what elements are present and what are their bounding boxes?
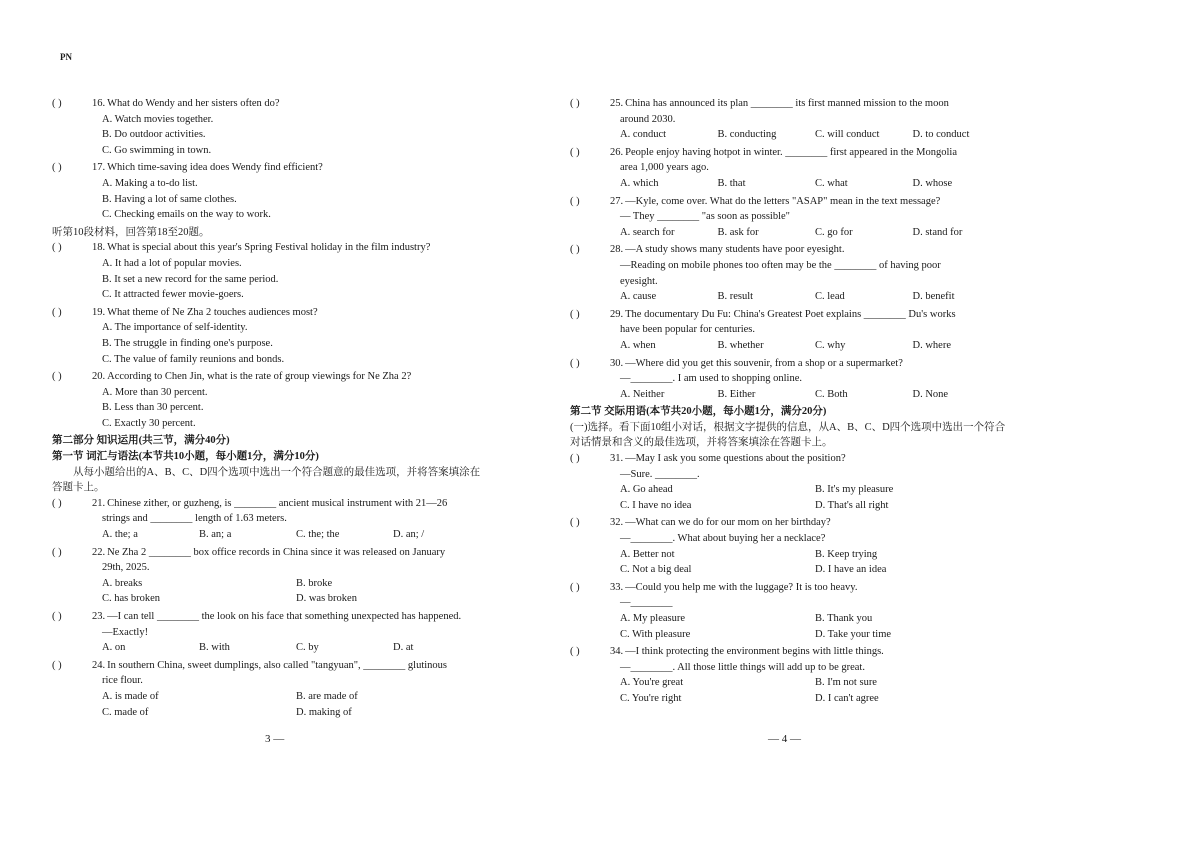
question-continuation: —Exactly!	[102, 626, 149, 638]
options	[52, 385, 490, 432]
answer-bracket[interactable]: ( )	[52, 611, 62, 622]
question-line	[570, 145, 1010, 161]
option-a[interactable]: A. the; a	[102, 529, 138, 541]
question	[52, 305, 490, 367]
question	[52, 160, 490, 222]
option-a[interactable]: A. The importance of self-identity.	[102, 322, 248, 334]
answer-bracket[interactable]: ( )	[52, 242, 62, 254]
option-d[interactable]: D. I can't agree	[815, 692, 879, 704]
option-b[interactable]: B. broke	[296, 577, 333, 589]
page-4-column	[570, 96, 1010, 709]
option-c[interactable]: C. You're right	[620, 692, 682, 704]
question-number: 17.	[92, 162, 106, 174]
question-stem: —Kyle, come over. What do the letters "ASAP" mean in the text message?	[625, 195, 941, 207]
option-b[interactable]: B. I'm not sure	[815, 677, 877, 689]
option-a[interactable]: A. Better not	[620, 548, 675, 560]
listening-questions-a	[52, 96, 490, 223]
answer-bracket[interactable]: ( )	[570, 308, 580, 320]
question-number: 16.	[92, 98, 106, 109]
question-number: 19.	[92, 306, 106, 318]
option-a[interactable]: A. Making a to-do list.	[102, 177, 198, 189]
question-number: 30.	[610, 357, 624, 369]
option-d[interactable]: D. I have an idea	[815, 564, 887, 576]
question	[52, 545, 490, 607]
question-number: 20.	[92, 371, 106, 383]
question-continuation: —Reading on mobile phones too often may be the ________ of having poor	[620, 259, 941, 271]
option-a[interactable]: A. breaks	[102, 577, 143, 589]
question	[570, 145, 1010, 192]
option-c[interactable]: C. what	[815, 177, 848, 189]
question-stem: People enjoy having hotpot in winter. ________ first appeared in the Mongolia	[625, 146, 957, 158]
option-c[interactable]: C. made of	[102, 706, 149, 718]
question-line	[52, 96, 490, 112]
question-stem: Chinese zither, or guzheng, is ________ ancient musical instrument with 21—26	[107, 497, 448, 509]
question	[52, 658, 490, 720]
option-c[interactable]: C. Not a big deal	[620, 564, 692, 576]
question-line	[52, 609, 490, 625]
question	[570, 356, 1010, 403]
option-c[interactable]: C. the; the	[296, 529, 340, 541]
option-b[interactable]: B. an; a	[199, 529, 232, 541]
option-b[interactable]: B. with	[199, 642, 230, 654]
page-3-column	[52, 96, 490, 722]
option-a[interactable]: A. It had a lot of popular movies.	[102, 257, 242, 269]
question-stem: The documentary Du Fu: China's Greatest Poet explains ________ Du's works	[625, 308, 956, 320]
question-line	[570, 307, 1010, 323]
question	[52, 96, 490, 158]
option-a[interactable]: A. My pleasure	[620, 613, 686, 624]
option-b[interactable]: B. Do outdoor activities.	[102, 129, 206, 141]
option-c[interactable]: C. go for	[815, 226, 853, 238]
option-b[interactable]: B. It set a new record for the same period.	[102, 273, 279, 285]
option-a[interactable]: A. Neither	[620, 388, 665, 400]
option-c[interactable]: C. Both	[815, 388, 848, 400]
question-stem: —What can we do for our mom on her birthday?	[625, 517, 831, 529]
option-a[interactable]: A. Go ahead	[620, 484, 673, 496]
question-number: 32.	[610, 517, 624, 529]
question-number: 33.	[610, 581, 624, 593]
option-a[interactable]: A. search for	[620, 226, 675, 238]
question-number: 26.	[610, 146, 624, 158]
dialogue-questions	[570, 451, 1010, 707]
option-b[interactable]: B. Thank you	[815, 613, 873, 624]
answer-bracket[interactable]: ( )	[52, 659, 62, 671]
option-c[interactable]: C. The value of family reunions and bonds.	[102, 353, 285, 365]
option-b[interactable]: B. Keep trying	[815, 548, 878, 560]
options	[570, 289, 1010, 305]
option-d[interactable]: D. benefit	[912, 291, 955, 303]
option-a[interactable]: A. cause	[620, 291, 657, 303]
section1-title: 第一节 词汇与语法(本节共10小题，每小题1分，满分10分)	[52, 451, 319, 463]
option-d[interactable]: D. Take your time	[815, 628, 892, 640]
answer-bracket[interactable]: ( )	[52, 371, 62, 383]
answer-bracket[interactable]: ( )	[570, 453, 580, 465]
option-a[interactable]: A. You're great	[620, 677, 684, 689]
option-c[interactable]: C. Checking emails on the way to work.	[102, 209, 271, 221]
section2-title: 第二节 交际用语(本节共20小题，每小题1分，满分20分)	[570, 406, 827, 418]
options	[570, 387, 1010, 403]
option-a[interactable]: A. which	[620, 177, 659, 189]
option-d[interactable]: D. an; /	[393, 529, 425, 541]
options	[52, 527, 490, 543]
question-number: 23.	[92, 611, 106, 622]
question-line	[52, 240, 490, 256]
option-c[interactable]: C. Go swimming in town.	[102, 144, 212, 156]
question	[570, 515, 1010, 577]
answer-bracket[interactable]: ( )	[570, 146, 580, 158]
answer-bracket[interactable]: ( )	[52, 162, 62, 174]
options	[570, 482, 1010, 513]
answer-bracket[interactable]: ( )	[570, 646, 580, 658]
question-number: 24.	[92, 659, 106, 671]
option-d[interactable]: D. stand for	[912, 226, 963, 238]
section1-instructions: 从每小题给出的A、B、C、D四个选项中选出一个符合题意的最佳选项，并将答案填涂在答题卡上。	[52, 466, 481, 494]
question-stem: What is special about this year's Spring Festival holiday in the film industry?	[107, 242, 431, 254]
option-a[interactable]: A. on	[102, 642, 126, 654]
listening-note: 听第10段材料，回答第18至20题。	[52, 226, 210, 238]
answer-bracket[interactable]: ( )	[570, 357, 580, 369]
options	[52, 256, 490, 303]
question-line	[52, 369, 490, 385]
option-b[interactable]: B. It's my pleasure	[815, 484, 894, 496]
question-stem: What do Wendy and her sisters often do?	[107, 98, 280, 109]
option-d[interactable]: D. making of	[296, 706, 352, 718]
question	[570, 580, 1010, 642]
option-b[interactable]: B. The struggle in finding one's purpose.	[102, 337, 273, 349]
question-stem: Which time-saving idea does Wendy find efficient?	[107, 162, 323, 174]
option-c[interactable]: C. I have no idea	[620, 499, 692, 511]
answer-bracket[interactable]: ( )	[570, 244, 580, 256]
question-number: 25.	[610, 98, 624, 109]
question-stem: In southern China, sweet dumplings, also called "tangyuan", ________ glutinous	[107, 659, 447, 671]
question-stem: China has announced its plan ________ its first manned mission to the moon	[625, 98, 949, 109]
options	[570, 611, 1010, 642]
question	[570, 96, 1010, 143]
option-b[interactable]: B. are made of	[296, 690, 358, 702]
option-b[interactable]: B. whether	[717, 339, 764, 351]
answer-bracket[interactable]: ( )	[52, 546, 62, 558]
options	[570, 127, 1010, 143]
options	[52, 320, 490, 367]
option-c[interactable]: C. Exactly 30 percent.	[102, 417, 196, 429]
options	[52, 176, 490, 223]
option-b[interactable]: B. result	[717, 291, 754, 303]
question-continuation: —________. All those little things will add up to be great.	[620, 661, 865, 673]
vocab-grammar-questions	[52, 496, 490, 720]
question	[52, 369, 490, 431]
option-c[interactable]: C. will conduct	[815, 129, 880, 141]
question-line	[52, 496, 490, 512]
question-line	[52, 305, 490, 321]
option-a[interactable]: A. is made of	[102, 690, 159, 702]
question-number: 34.	[610, 646, 624, 658]
option-b[interactable]: B. ask for	[717, 226, 759, 238]
question-line	[570, 194, 1010, 210]
question-number: 28.	[610, 244, 624, 256]
question	[570, 644, 1010, 706]
question-continuation: area 1,000 years ago.	[620, 162, 709, 174]
question-number: 18.	[92, 242, 106, 254]
option-c[interactable]: C. by	[296, 642, 319, 654]
answer-bracket[interactable]: ( )	[52, 98, 62, 109]
question-stem: According to Chen Jin, what is the rate of group viewings for Ne Zha 2?	[107, 371, 412, 383]
question	[52, 240, 490, 302]
question-continuation: —________. What about buying her a necklace?	[620, 533, 826, 545]
question-line	[570, 242, 1010, 258]
question	[570, 242, 1010, 304]
question-continuation: eyesight.	[620, 275, 658, 287]
option-d[interactable]: D. at	[393, 642, 414, 654]
option-b[interactable]: B. conducting	[717, 129, 777, 141]
question-number: 29.	[610, 308, 624, 320]
question-line	[52, 160, 490, 176]
question-continuation: strings and ________ length of 1.63 meters.	[102, 513, 287, 525]
options	[52, 112, 490, 159]
option-b[interactable]: B. Either	[717, 388, 756, 400]
question-stem: —I can tell ________ the look on his face that something unexpected has happened.	[107, 611, 462, 622]
option-c[interactable]: C. why	[815, 339, 846, 351]
options	[570, 675, 1010, 706]
option-a[interactable]: A. More than 30 percent.	[102, 386, 208, 398]
option-d[interactable]: D. where	[912, 339, 951, 351]
answer-bracket[interactable]: ( )	[52, 497, 62, 509]
question-stem: —A study shows many students have poor eyesight.	[625, 244, 845, 256]
grammar-questions-cont	[570, 96, 1010, 402]
question-continuation: — They ________ "as soon as possible"	[620, 211, 790, 223]
question-number: 22.	[92, 546, 106, 558]
question-stem: What theme of Ne Zha 2 touches audiences most?	[107, 306, 318, 318]
question-line	[570, 356, 1010, 372]
option-d[interactable]: D. was broken	[296, 593, 357, 605]
question-line	[52, 545, 490, 561]
option-a[interactable]: A. conduct	[620, 129, 667, 141]
option-c[interactable]: C. lead	[815, 291, 845, 303]
options	[570, 176, 1010, 192]
question-stem: Ne Zha 2 ________ box office records in China since it was released on January	[107, 546, 446, 558]
question-stem: —Where did you get this souvenir, from a shop or a supermarket?	[625, 357, 903, 369]
options	[570, 225, 1010, 241]
section2-instructions: (一)选择。看下面10组小对话，根据文字提供的信息，从A、B、C、D四个选项中选出一个符合对话情景和含义的最佳选项，并将答案填涂在答题卡上。	[570, 421, 1006, 449]
question-stem: —I think protecting the environment begins with little things.	[625, 646, 884, 658]
answer-bracket[interactable]: ( )	[570, 195, 580, 207]
question-continuation: 29th, 2025.	[102, 562, 150, 574]
corner-mark: PN	[60, 52, 72, 62]
answer-bracket[interactable]: ( )	[570, 581, 580, 593]
question	[52, 609, 490, 656]
question-number: 27.	[610, 195, 624, 207]
question-line	[52, 658, 490, 674]
option-b[interactable]: B. Less than 30 percent.	[102, 402, 204, 414]
question	[52, 496, 490, 543]
option-d[interactable]: D. whose	[912, 177, 953, 189]
question-line	[570, 451, 1010, 467]
option-c[interactable]: C. has broken	[102, 593, 161, 605]
option-b[interactable]: B. Having a lot of same clothes.	[102, 193, 237, 205]
option-b[interactable]: B. that	[717, 177, 746, 189]
options	[570, 338, 1010, 354]
question-stem: —May I ask you some questions about the position?	[625, 453, 846, 465]
question-continuation: rice flour.	[102, 675, 143, 687]
question-continuation: —________	[620, 597, 673, 609]
question-line	[570, 644, 1010, 660]
question	[570, 194, 1010, 241]
options	[570, 547, 1010, 578]
option-d[interactable]: D. None	[912, 388, 949, 400]
page-number-4: — 4 —	[768, 733, 801, 745]
option-d[interactable]: D. to conduct	[912, 129, 970, 141]
option-a[interactable]: A. Watch movies together.	[102, 113, 214, 125]
question-line	[570, 96, 1010, 112]
answer-bracket[interactable]: ( )	[52, 306, 62, 318]
question-number: 31.	[610, 453, 624, 465]
question-continuation: —________. I am used to shopping online.	[620, 373, 802, 385]
question-continuation: around 2030.	[620, 113, 676, 125]
option-d[interactable]: D. That's all right	[815, 499, 889, 511]
question-stem: —Could you help me with the luggage? It is too heavy.	[625, 581, 858, 593]
option-c[interactable]: C. With pleasure	[620, 628, 691, 640]
answer-bracket[interactable]: ( )	[570, 517, 580, 529]
options	[52, 576, 490, 607]
answer-bracket[interactable]: ( )	[570, 98, 580, 109]
question-continuation: —Sure. ________.	[620, 468, 700, 480]
listening-questions-b	[52, 240, 490, 431]
question-line	[570, 580, 1010, 596]
question-continuation: have been popular for centuries.	[620, 324, 755, 336]
part2-title: 第二部分 知识运用(共三节，满分40分)	[52, 435, 230, 447]
page-number-3: 3 —	[265, 733, 285, 745]
question-line	[570, 515, 1010, 531]
option-a[interactable]: A. when	[620, 339, 656, 351]
question	[570, 451, 1010, 513]
option-c[interactable]: C. It attracted fewer movie-goers.	[102, 289, 244, 301]
options	[52, 689, 490, 720]
options	[52, 640, 490, 656]
question	[570, 307, 1010, 354]
question-number: 21.	[92, 497, 106, 509]
